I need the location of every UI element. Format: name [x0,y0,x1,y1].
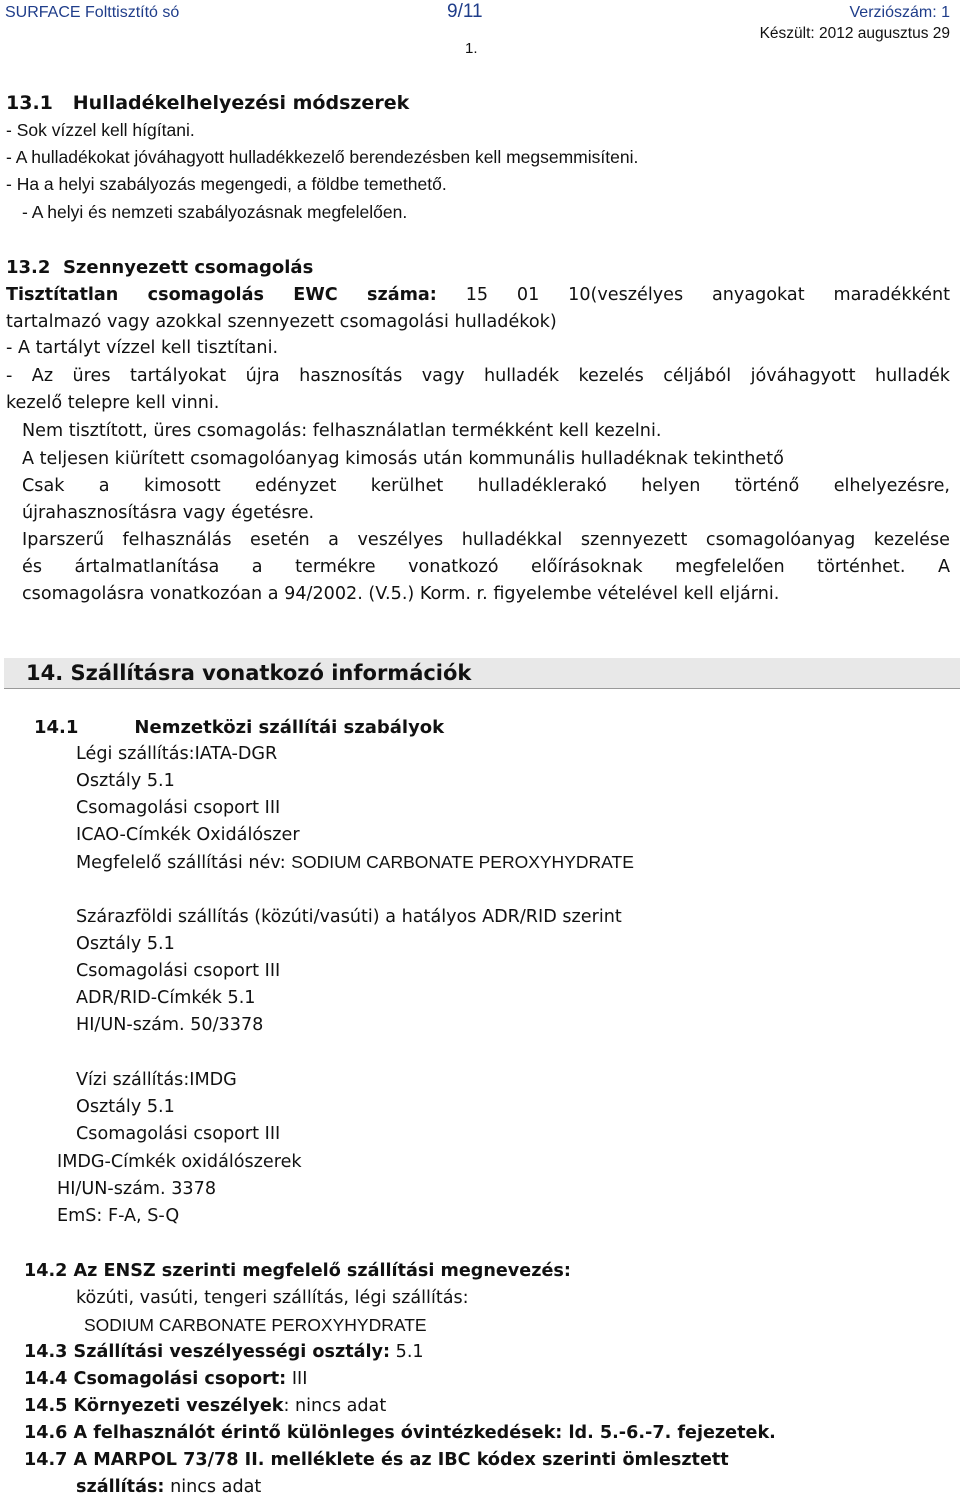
disposal-line-2: - A hulladékokat jóváhagyott hulladékkezelő berendezésben kell megsemmisíteni. [6,147,639,167]
section-14-2-heading: 14.2 Az ENSZ szerinti megfelelő szállítási megnevezés: [24,1261,571,1281]
section-title: Hulladékelhelyezési módszerek [72,92,410,114]
hazard-class-value: 5.1 [395,1342,424,1362]
shipping-name-label: Megfelelő szállítási név: [76,853,286,873]
packing-group-value: III [291,1369,308,1389]
road-class: Osztály 5.1 [76,934,175,954]
road-labels: ADR/RID-Címkék 5.1 [76,988,256,1008]
section-number: 13.1 [6,92,53,114]
road-packing-group: Csomagolási csoport III [76,961,281,981]
page-number: 9/11 [447,1,483,22]
shipping-name-value: SODIUM CARBONATE PEROXYHYDRATE [291,852,634,872]
sea-ems: EmS: F-A, S-Q [57,1206,180,1226]
sea-labels: IMDG-Címkék oxidálószerek [57,1152,302,1172]
section-14-1-heading [34,714,444,741]
section-number: 14.1 [34,717,79,738]
packaging-p2b: kezelő telepre kell vinni. [6,393,220,413]
section-14-bar [4,658,960,689]
bulk-transport-label: szállítás: [76,1477,165,1497]
section-14-6: 14.6 A felhasználót érintő különleges óvintézkedések: ld. 5.-6.-7. fejezetek. [24,1423,776,1443]
section-title: Szennyezett csomagolás [62,257,314,278]
ewc-line [6,282,950,309]
section-14-7: 14.7 A MARPOL 73/78 II. melléklete és az IBC kódex szerinti ömlesztett [24,1450,729,1470]
disposal-line-3: - Ha a helyi szabályozás megengedi, a földbe temethető. [6,174,447,194]
section-14-5 [24,1393,386,1420]
packaging-p6c: csomagolásra vonatkozóan a 94/2002. (V.5.) Korm. r. figyelembe vételével kell eljárni. [22,584,780,604]
environmental-hazards-value: : nincs adat [283,1396,387,1416]
hazard-class-label: 14.3 Szállítási veszélyességi osztály: [24,1342,391,1362]
section-14-title: 14. Szállításra vonatkozó információk [26,661,472,685]
page-header [0,1,960,57]
ewc-label: Tisztítatlan csomagolás EWC száma: [6,285,437,305]
sea-class: Osztály 5.1 [76,1097,175,1117]
sea-packing-group: Csomagolási csoport III [76,1124,281,1144]
packaging-p3: Nem tisztított, üres csomagolás: felhasználatlan termékként kell kezelni. [22,421,662,441]
road-un-number: HI/UN-szám. 50/3378 [76,1015,264,1035]
air-labels: ICAO-Címkék Oxidálószer [76,825,300,845]
sea-un-number: HI/UN-szám. 3378 [57,1179,217,1199]
section-14-3 [24,1339,424,1366]
disposal-line-1: - Sok vízzel kell hígítani. [6,120,195,140]
ewc-continuation: tartalmazó vagy azokkal szennyezett csomagolási hulladékok) [6,312,557,332]
packaging-p5b: újrahasznosításra vagy égetésre. [22,503,315,523]
air-class: Osztály 5.1 [76,771,175,791]
ewc-value: 15 01 10(veszélyes anyagokat maradékként [465,285,950,305]
un-name-modes: közúti, vasúti, tengeri szállítás, légi szállítás: [76,1288,469,1308]
air-shipping-name [76,849,634,877]
packaging-p6b: és ártalmatlanítása a termékre vonatkozó előírásoknak megfelelően történhet. A [22,557,950,577]
packaging-p4: A teljesen kiürített csomagolóanyag kimosás után kommunális hulladéknak tekinthető [22,449,784,469]
section-number: 13.2 [6,257,51,278]
sea-transport: Vízi szállítás:IMDG [76,1070,237,1090]
creation-date: Készült: 2012 augusztus 29 [759,25,950,42]
section-13-2-heading [6,254,313,281]
section-14-4 [24,1366,307,1393]
section-14-7-cont [76,1474,261,1501]
packaging-p1: - A tartályt vízzel kell tisztítani. [6,338,279,358]
packing-group-label: 14.4 Csomagolási csoport: [24,1369,287,1389]
air-transport: Légi szállítás:IATA-DGR [76,744,278,764]
un-name-value: SODIUM CARBONATE PEROXYHYDRATE [84,1315,427,1335]
bulk-transport-value: nincs adat [170,1477,262,1497]
product-name: SURFACE Folttisztító só [5,4,180,21]
section-13-1-heading [6,90,409,117]
road-transport: Szárazföldi szállítás (közúti/vasúti) a hatályos ADR/RID szerint [76,907,622,927]
section-title: Nemzetközi szállítái szabályok [134,717,445,738]
version-tail: 1. [465,40,478,57]
packaging-p6a: Iparszerű felhasználás esetén a veszélyes hulladékkal szennyezett csomagolóanyag kezelése [22,530,950,550]
packaging-p2a: - Az üres tartályokat újra hasznosítás vagy hulladék kezelés céljából jóváhagyott hulladék [6,366,950,386]
packaging-p5a: Csak a kimosott edényzet kerülhet hulladéklerakó helyen történő elhelyezésre, [22,476,950,496]
version-number: Verziószám: 1 [849,4,950,21]
environmental-hazards-label: 14.5 Környezeti veszélyek [24,1396,284,1416]
air-packing-group: Csomagolási csoport III [76,798,281,818]
disposal-line-4: - A helyi és nemzeti szabályozásnak megfelelően. [22,202,408,222]
